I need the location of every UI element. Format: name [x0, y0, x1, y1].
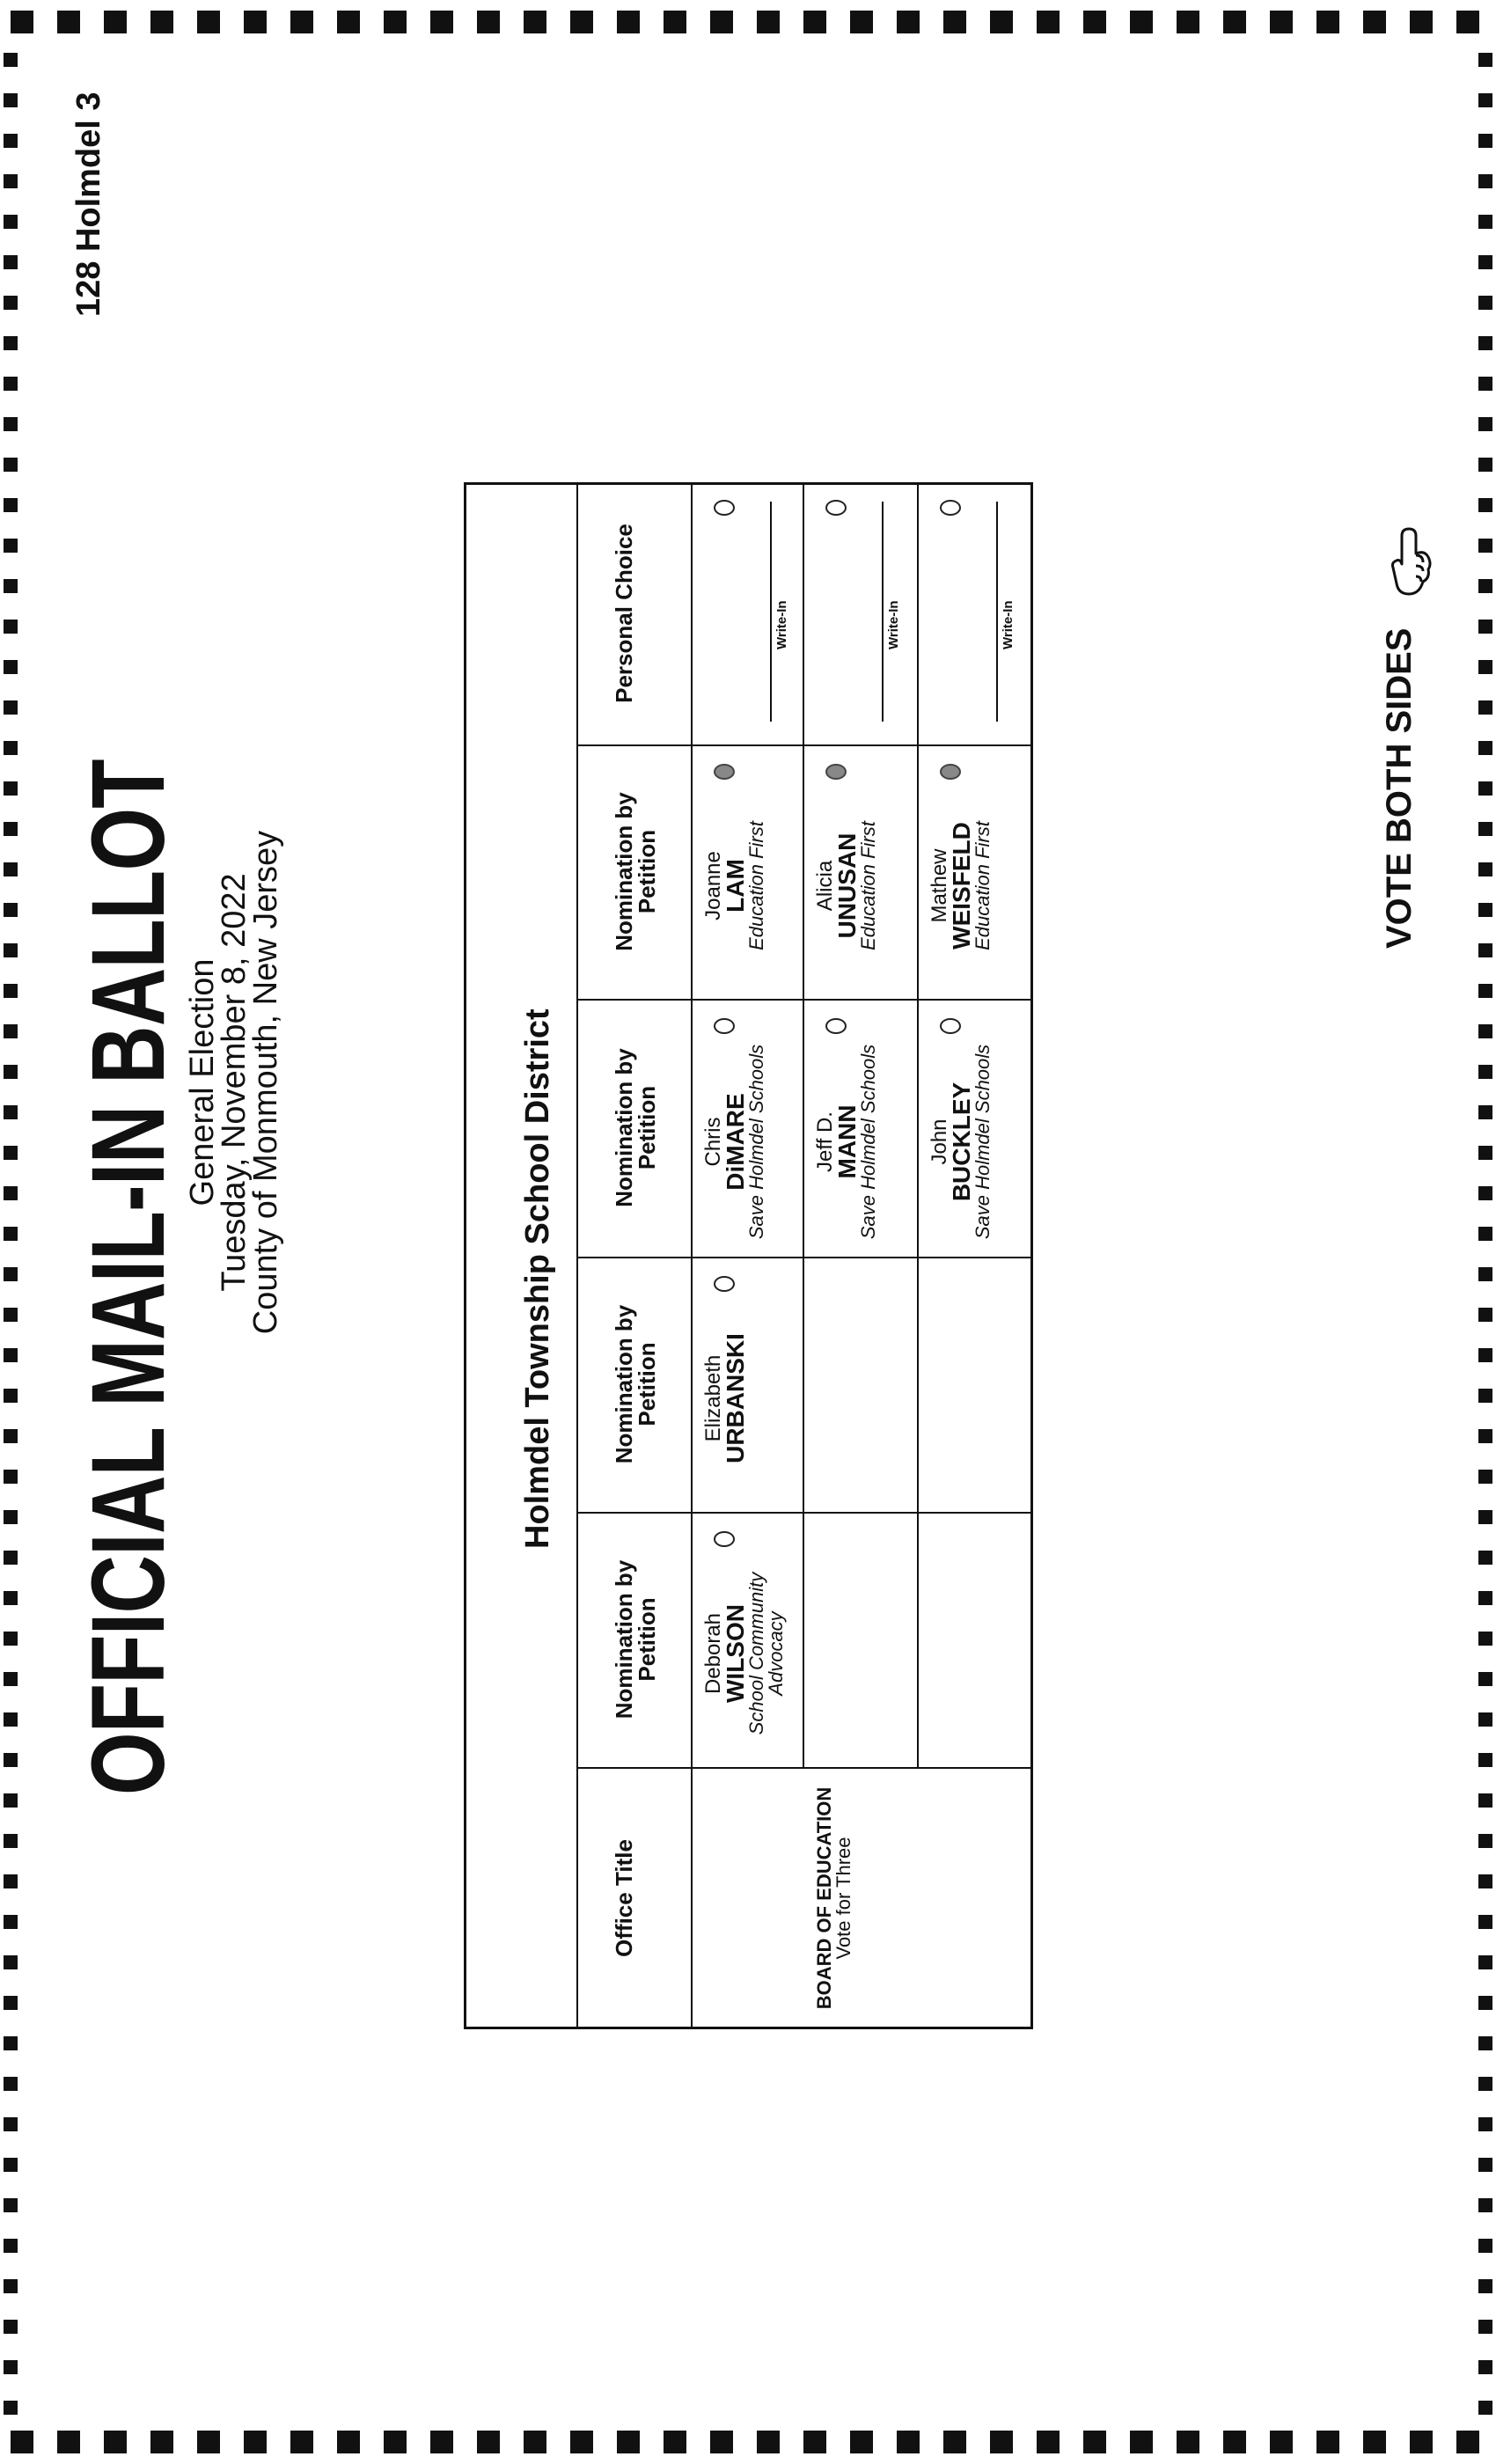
- border-mark: [1478, 1712, 1492, 1727]
- candidate-first-name: Elizabeth: [701, 1354, 725, 1442]
- office-name: BOARD OF EDUCATION: [813, 1786, 835, 2010]
- border-mark: [1223, 2431, 1246, 2453]
- border-mark: [1478, 984, 1492, 998]
- border-mark: [1177, 11, 1199, 33]
- border-mark: [1478, 2279, 1492, 2293]
- district-title: Holmdel Township School District: [519, 1008, 556, 1549]
- border-mark: [4, 1591, 18, 1605]
- ballot-title: OFFICIAL MAIL-IN BALLOT: [70, 759, 187, 1795]
- border-mark: [1083, 11, 1106, 33]
- border-mark: [1478, 660, 1492, 674]
- header-nomination-2-line-1: Nomination by: [611, 1304, 637, 1464]
- border-mark: [4, 1632, 18, 1646]
- border-mark: [337, 11, 360, 33]
- border-mark: [1478, 1551, 1492, 1565]
- border-mark: [1478, 1793, 1492, 1808]
- border-mark: [4, 2198, 18, 2212]
- border-mark: [1410, 2431, 1433, 2453]
- candidate-dimare: [703, 1032, 766, 1252]
- border-mark: [4, 1712, 18, 1727]
- candidate-last-name: DiMARE: [722, 1093, 749, 1191]
- border-mark: [4, 1186, 18, 1200]
- border-mark: [4, 984, 18, 998]
- candidate-first-name: Jeff D.: [813, 1111, 837, 1172]
- border-mark: [1478, 174, 1492, 188]
- pointing-hand-icon: [1386, 524, 1439, 603]
- border-mark: [710, 2431, 733, 2453]
- border-mark: [57, 2431, 80, 2453]
- border-mark: [1478, 1834, 1492, 1848]
- election-date: Tuesday, November 8, 2022: [216, 873, 253, 1292]
- header-nomination-4-line-1: Nomination by: [611, 792, 637, 951]
- border-mark: [1130, 11, 1153, 33]
- border-mark: [1478, 215, 1492, 229]
- header-nomination-2: [612, 1265, 658, 1503]
- precinct-label: 128 Holmdel 3: [70, 92, 107, 317]
- border-mark: [4, 1146, 18, 1160]
- border-mark: [1478, 1227, 1492, 1241]
- vote-both-sides-label: VOTE BOTH SIDES: [1380, 627, 1419, 949]
- border-mark: [803, 11, 826, 33]
- border-mark: [1478, 1065, 1492, 1079]
- border-mark: [757, 11, 780, 33]
- border-mark: [1478, 2158, 1492, 2172]
- vote-oval[interactable]: [714, 1276, 735, 1292]
- border-mark: [4, 1389, 18, 1403]
- border-mark: [617, 11, 640, 33]
- border-mark: [4, 700, 18, 715]
- candidate-lam: [703, 776, 766, 996]
- candidate-slogan: Education First: [972, 821, 994, 950]
- border-mark: [4, 1955, 18, 1969]
- border-mark: [1478, 1186, 1492, 1200]
- border-mark: [4, 620, 18, 634]
- border-mark: [1223, 11, 1246, 33]
- border-mark: [4, 2036, 18, 2050]
- border-mark: [850, 2431, 873, 2453]
- border-mark: [1316, 11, 1339, 33]
- border-mark: [1478, 1267, 1492, 1281]
- table-rule: [576, 482, 578, 2029]
- office-title: [815, 1775, 854, 2021]
- border-mark: [4, 943, 18, 957]
- border-mark: [150, 11, 173, 33]
- border-mark: [1363, 2431, 1386, 2453]
- border-mark: [897, 11, 920, 33]
- candidate-first-name: John: [928, 1118, 951, 1165]
- border-mark: [4, 458, 18, 472]
- vote-oval[interactable]: [714, 1531, 735, 1547]
- border-mark: [1478, 2036, 1492, 2050]
- border-mark: [1037, 2431, 1060, 2453]
- border-mark: [290, 2431, 313, 2453]
- border-mark: [4, 1348, 18, 1362]
- candidate-last-name: URBANSKI: [722, 1333, 749, 1463]
- candidate-first-name: Alicia: [813, 860, 837, 912]
- candidate-unusan: [815, 776, 878, 996]
- border-mark: [4, 539, 18, 553]
- header-nomination-3: [612, 1008, 658, 1248]
- border-mark: [710, 11, 733, 33]
- border-mark: [524, 11, 546, 33]
- candidate-last-name: UNUSAN: [833, 832, 861, 939]
- write-in-field[interactable]: [996, 502, 998, 722]
- border-mark: [1478, 2198, 1492, 2212]
- border-mark: [1270, 2431, 1293, 2453]
- border-mark: [664, 11, 686, 33]
- border-mark: [4, 1874, 18, 1888]
- border-mark: [4, 1024, 18, 1038]
- border-mark: [4, 2117, 18, 2131]
- border-mark: [617, 2431, 640, 2453]
- border-mark: [1478, 1105, 1492, 1119]
- border-mark: [4, 822, 18, 836]
- border-mark: [1478, 943, 1492, 957]
- border-mark: [4, 660, 18, 674]
- border-mark: [4, 1753, 18, 1767]
- border-mark: [757, 2431, 780, 2453]
- border-mark: [1130, 2431, 1153, 2453]
- border-mark: [244, 11, 267, 33]
- border-mark: [1478, 1874, 1492, 1888]
- border-mark: [1478, 296, 1492, 310]
- border-mark: [1478, 741, 1492, 755]
- office-vote-for: Vote for Three: [832, 1837, 854, 1960]
- border-mark: [4, 1065, 18, 1079]
- border-mark: [4, 1429, 18, 1443]
- border-mark: [1478, 1348, 1492, 1362]
- candidate-slogan: Education First: [857, 821, 879, 950]
- border-mark: [1410, 11, 1433, 33]
- header-nomination-2-line-2: Petition: [634, 1342, 660, 1426]
- candidate-slogan: Save Holmdel Schools: [972, 1044, 994, 1240]
- table-rule: [576, 1257, 1033, 1258]
- vote-oval[interactable]: [940, 1018, 961, 1034]
- border-mark: [4, 2239, 18, 2253]
- border-mark: [4, 93, 18, 107]
- border-mark: [664, 2431, 686, 2453]
- candidate-last-name: WEISFELD: [948, 822, 975, 950]
- border-mark: [150, 2431, 173, 2453]
- border-mark: [570, 2431, 593, 2453]
- border-mark: [1478, 2401, 1492, 2415]
- candidate-urbanski: [703, 1288, 747, 1508]
- header-nomination-4: [612, 753, 658, 990]
- border-mark: [477, 11, 500, 33]
- border-mark: [1478, 903, 1492, 917]
- border-mark: [4, 336, 18, 350]
- border-mark: [1478, 539, 1492, 553]
- border-mark: [1456, 2431, 1479, 2453]
- border-mark: [1478, 1389, 1492, 1403]
- border-mark: [1478, 862, 1492, 876]
- border-mark: [4, 417, 18, 431]
- border-mark: [430, 11, 453, 33]
- write-in-label: Write-In: [774, 600, 789, 649]
- border-mark: [1478, 2360, 1492, 2374]
- write-in-oval[interactable]: [940, 500, 961, 516]
- border-mark: [570, 11, 593, 33]
- vote-oval[interactable]: [714, 1018, 735, 1034]
- border-mark: [1478, 1024, 1492, 1038]
- border-mark: [4, 1105, 18, 1119]
- border-mark: [1083, 2431, 1106, 2453]
- border-mark: [4, 862, 18, 876]
- border-mark: [4, 2360, 18, 2374]
- write-in-oval[interactable]: [825, 500, 847, 516]
- border-mark: [1478, 2320, 1492, 2334]
- election-county: County of Monmouth, New Jersey: [247, 830, 284, 1335]
- border-mark: [1478, 1308, 1492, 1322]
- candidate-buckley: [929, 1032, 993, 1252]
- candidate-slogan-2: Advocacy: [765, 1611, 787, 1696]
- candidate-first-name: Mathew: [928, 848, 951, 923]
- border-mark: [477, 2431, 500, 2453]
- border-mark: [1478, 2117, 1492, 2131]
- table-rule: [576, 1512, 1033, 1514]
- border-mark: [4, 1915, 18, 1929]
- border-mark: [1478, 417, 1492, 431]
- border-mark: [1478, 53, 1492, 67]
- border-mark: [1478, 1591, 1492, 1605]
- border-mark: [4, 2279, 18, 2293]
- border-mark: [1478, 781, 1492, 796]
- border-mark: [1456, 11, 1479, 33]
- border-mark: [943, 2431, 966, 2453]
- candidate-first-name: Deborah: [701, 1612, 725, 1695]
- candidate-slogan: School Community: [745, 1572, 767, 1735]
- border-mark: [1478, 700, 1492, 715]
- candidate-last-name: BUCKLEY: [948, 1082, 975, 1202]
- border-mark: [4, 134, 18, 148]
- border-mark: [1270, 11, 1293, 33]
- border-mark: [1478, 1996, 1492, 2010]
- candidate-last-name: MANN: [833, 1104, 861, 1179]
- header-personal-choice: [612, 491, 635, 736]
- vote-oval[interactable]: [714, 764, 735, 780]
- border-mark: [943, 11, 966, 33]
- border-mark: [1478, 377, 1492, 391]
- candidate-first-name: Joanne: [701, 851, 725, 920]
- border-mark: [4, 903, 18, 917]
- election-type: General Election: [184, 958, 221, 1206]
- border-mark: [11, 2431, 33, 2453]
- border-mark: [1478, 1510, 1492, 1524]
- border-mark: [4, 1510, 18, 1524]
- border-mark: [4, 579, 18, 593]
- vote-oval[interactable]: [825, 764, 847, 780]
- border-mark: [1478, 579, 1492, 593]
- border-mark: [1478, 620, 1492, 634]
- vote-oval[interactable]: [825, 1018, 847, 1034]
- border-mark: [337, 2431, 360, 2453]
- border-mark: [850, 11, 873, 33]
- border-mark: [1478, 255, 1492, 269]
- border-mark: [1478, 1753, 1492, 1767]
- header-nomination-1-line-2: Petition: [634, 1597, 660, 1682]
- table-rule: [576, 999, 1033, 1001]
- border-mark: [1478, 134, 1492, 148]
- border-mark: [4, 781, 18, 796]
- border-mark: [4, 1470, 18, 1484]
- candidate-slogan: Save Holmdel Schools: [745, 1044, 767, 1240]
- header-nomination-1-line-1: Nomination by: [611, 1559, 637, 1720]
- border-mark: [4, 498, 18, 512]
- write-in-oval[interactable]: [714, 500, 735, 516]
- candidate-last-name: WILSON: [722, 1604, 749, 1703]
- border-mark: [990, 11, 1013, 33]
- border-mark: [4, 174, 18, 188]
- border-mark: [1316, 2431, 1339, 2453]
- border-mark: [11, 11, 33, 33]
- border-mark: [4, 53, 18, 67]
- border-mark: [4, 296, 18, 310]
- border-mark: [4, 741, 18, 755]
- candidate-mann: [815, 1032, 878, 1252]
- write-in-field[interactable]: [770, 502, 772, 722]
- border-mark: [1478, 1915, 1492, 1929]
- vote-oval[interactable]: [940, 764, 961, 780]
- border-mark: [4, 255, 18, 269]
- border-mark: [4, 1672, 18, 1686]
- border-mark: [1478, 2077, 1492, 2091]
- border-mark: [1478, 1470, 1492, 1484]
- header-nomination-4-line-2: Petition: [634, 829, 660, 914]
- header-office-title: [612, 1776, 635, 2020]
- border-mark: [1177, 2431, 1199, 2453]
- write-in-label: Write-In: [886, 600, 901, 649]
- border-mark: [1478, 458, 1492, 472]
- border-mark: [197, 11, 220, 33]
- candidate-first-name: Chris: [701, 1117, 725, 1167]
- border-mark: [197, 2431, 220, 2453]
- header-nomination-3-line-1: Nomination by: [611, 1048, 637, 1207]
- election-info: [184, 722, 284, 1443]
- border-mark: [430, 2431, 453, 2453]
- border-mark: [1478, 498, 1492, 512]
- write-in-label: Write-In: [1001, 600, 1016, 649]
- border-mark: [1478, 2239, 1492, 2253]
- border-mark: [1478, 1429, 1492, 1443]
- candidate-slogan: Save Holmdel Schools: [857, 1044, 879, 1240]
- candidate-slogan: Education First: [745, 821, 767, 950]
- header-office-title-line-1: Office Title: [611, 1839, 637, 1957]
- border-mark: [104, 11, 127, 33]
- border-mark: [1478, 1955, 1492, 1969]
- header-personal-choice-line-1: Personal Choice: [611, 524, 637, 703]
- border-mark: [1478, 822, 1492, 836]
- border-mark: [4, 2401, 18, 2415]
- border-mark: [1478, 1146, 1492, 1160]
- border-mark: [4, 2320, 18, 2334]
- border-mark: [290, 11, 313, 33]
- border-mark: [4, 1308, 18, 1322]
- border-mark: [524, 2431, 546, 2453]
- border-mark: [1478, 336, 1492, 350]
- border-mark: [104, 2431, 127, 2453]
- border-mark: [1478, 1632, 1492, 1646]
- border-mark: [4, 1227, 18, 1241]
- border-mark: [4, 2077, 18, 2091]
- candidate-last-name: LAM: [722, 859, 749, 913]
- border-mark: [897, 2431, 920, 2453]
- border-mark: [4, 1267, 18, 1281]
- border-mark: [244, 2431, 267, 2453]
- border-mark: [1478, 93, 1492, 107]
- border-mark: [990, 2431, 1013, 2453]
- border-mark: [1363, 11, 1386, 33]
- candidate-weisfeld: [929, 776, 993, 996]
- border-mark: [803, 2431, 826, 2453]
- border-mark: [4, 1834, 18, 1848]
- border-mark: [4, 1793, 18, 1808]
- border-mark: [384, 11, 407, 33]
- candidate-wilson: [703, 1544, 786, 1764]
- border-mark: [4, 215, 18, 229]
- header-nomination-1: [612, 1521, 658, 1758]
- write-in-field[interactable]: [882, 502, 884, 722]
- border-mark: [384, 2431, 407, 2453]
- border-mark: [57, 11, 80, 33]
- border-mark: [4, 1996, 18, 2010]
- border-mark: [4, 2158, 18, 2172]
- border-mark: [1037, 11, 1060, 33]
- border-mark: [1478, 1672, 1492, 1686]
- table-rule: [576, 744, 1033, 746]
- border-mark: [4, 1551, 18, 1565]
- office-cell: [693, 1769, 1030, 2027]
- border-mark: [4, 377, 18, 391]
- header-nomination-3-line-2: Petition: [634, 1085, 660, 1170]
